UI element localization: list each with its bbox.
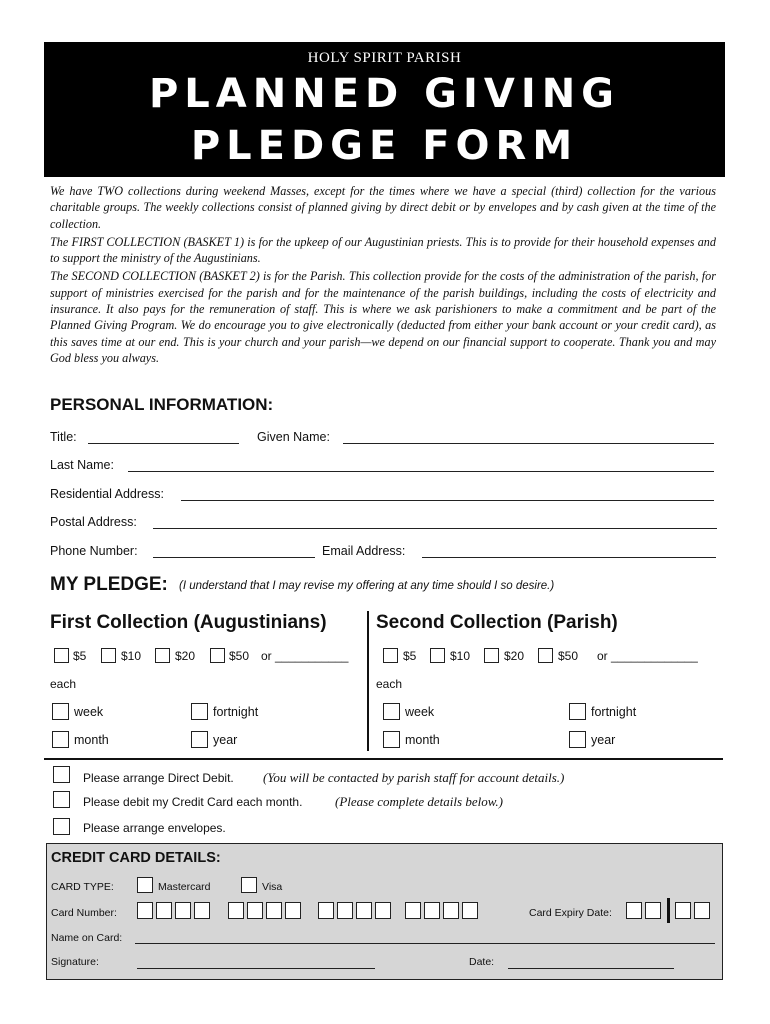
credit-card-note: (Please complete details below.) (335, 794, 503, 809)
first-year-label: year (213, 733, 238, 747)
first-20-label: $20 (175, 649, 196, 663)
second-fortnight-checkbox[interactable] (569, 703, 586, 720)
card-digit-box[interactable] (337, 902, 353, 919)
first-month-checkbox[interactable] (52, 731, 69, 748)
card-digit-box[interactable] (424, 902, 440, 919)
intro-paragraph-3: The SECOND COLLECTION (BASKET 2) is for the Parish. This collection provide for the costs of the administration of the parish, for support of ministries exercised for the parish and for the maintenance of the parish buildings, including the costs of electricity and insurance. It also pays for the remuneration of staff. This is where we ask parishioners to make a commitment and be part of the Planned Giving Program. We do encourage you to give electronically (deducted from either your bank account or your credit card), as this saves time at our end. This is your church and your parish—we depend on our financial support to cooperate. Thank you and may God bless you always. (50, 269, 716, 365)
last-name-field[interactable] (128, 471, 714, 472)
name-on-card-label: Name on Card: (51, 932, 123, 944)
given-name-label: Given Name: (257, 430, 330, 444)
envelopes-label: Please arrange envelopes. (83, 821, 226, 835)
direct-debit-checkbox[interactable] (53, 766, 70, 783)
intro-text (50, 183, 716, 368)
signature-label: Signature: (51, 956, 99, 968)
direct-debit-label: Please arrange Direct Debit. (83, 771, 234, 785)
second-fortnight-label: fortnight (591, 705, 637, 719)
card-number-label: Card Number: (51, 907, 117, 919)
mastercard-checkbox[interactable] (137, 877, 153, 893)
card-digit-box[interactable] (318, 902, 334, 919)
title-label: Title: (50, 430, 77, 444)
form-header (44, 42, 725, 177)
card-digit-box[interactable] (194, 902, 210, 919)
given-name-field[interactable] (343, 443, 714, 444)
expiry-digit-box[interactable] (694, 902, 710, 919)
residential-address-label: Residential Address: (50, 487, 164, 501)
first-20-checkbox[interactable] (155, 648, 170, 663)
phone-label: Phone Number: (50, 544, 138, 558)
second-month-checkbox[interactable] (383, 731, 400, 748)
card-digit-box[interactable] (405, 902, 421, 919)
second-10-label: $10 (450, 649, 471, 663)
pledge-note: (I understand that I may revise my offering at any time should I so desire.) (179, 580, 555, 592)
first-week-checkbox[interactable] (52, 703, 69, 720)
first-50-checkbox[interactable] (210, 648, 225, 663)
card-digit-box[interactable] (462, 902, 478, 919)
visa-checkbox[interactable] (241, 877, 257, 893)
card-digit-box[interactable] (247, 902, 263, 919)
first-10-checkbox[interactable] (101, 648, 116, 663)
signature-field[interactable] (137, 968, 375, 969)
card-expiry-label: Card Expiry Date: (529, 907, 612, 919)
email-field[interactable] (422, 557, 716, 558)
credit-card-panel (46, 843, 723, 980)
card-digit-box[interactable] (443, 902, 459, 919)
residential-address-field[interactable] (181, 500, 714, 501)
title-field[interactable] (88, 443, 239, 444)
intro-paragraph-2: The FIRST COLLECTION (BASKET 1) is for the upkeep of our Augustinian priests. This is to provide for their household expenses and to support the ministry of the Augustinians. (50, 234, 716, 266)
second-year-label: year (591, 733, 616, 747)
card-type-label: CARD TYPE: (51, 881, 114, 893)
visa-label: Visa (262, 881, 283, 893)
personal-heading: PERSONAL INFORMATION: (50, 395, 274, 414)
credit-card-checkbox[interactable] (53, 791, 70, 808)
credit-card-label: Please debit my Credit Card each month. (83, 795, 303, 809)
card-digit-box[interactable] (285, 902, 301, 919)
card-digit-box[interactable] (175, 902, 191, 919)
expiry-digit-box[interactable] (626, 902, 642, 919)
first-50-label: $50 (229, 649, 250, 663)
direct-debit-note: (You will be contacted by parish staff for account details.) (263, 770, 565, 785)
second-each-label: each (376, 677, 403, 691)
first-year-checkbox[interactable] (191, 731, 208, 748)
mastercard-label: Mastercard (158, 881, 211, 893)
date-label: Date: (469, 956, 495, 968)
card-digit-box[interactable] (228, 902, 244, 919)
email-label: Email Address: (322, 544, 406, 558)
section-divider (44, 758, 723, 760)
second-50-label: $50 (558, 649, 579, 663)
card-digit-box[interactable] (266, 902, 282, 919)
first-each-label: each (50, 677, 77, 691)
parish-name: HOLY SPIRIT PARISH (307, 50, 462, 66)
credit-card-heading: CREDIT CARD DETAILS: (51, 850, 221, 866)
postal-address-field[interactable] (153, 528, 717, 529)
card-digit-box[interactable] (375, 902, 391, 919)
second-year-checkbox[interactable] (569, 731, 586, 748)
column-divider (367, 611, 369, 751)
first-5-label: $5 (73, 649, 87, 663)
last-name-label: Last Name: (50, 458, 114, 472)
expiry-digit-box[interactable] (675, 902, 691, 919)
second-50-checkbox[interactable] (538, 648, 553, 663)
pledge-heading: MY PLEDGE: (50, 574, 168, 595)
envelopes-checkbox[interactable] (53, 818, 70, 835)
second-week-label: week (405, 705, 435, 719)
first-week-label: week (74, 705, 104, 719)
second-5-checkbox[interactable] (383, 648, 398, 663)
date-field[interactable] (508, 968, 674, 969)
second-10-checkbox[interactable] (430, 648, 445, 663)
phone-field[interactable] (153, 557, 315, 558)
first-collection-heading: First Collection (Augustinians) (50, 612, 327, 633)
second-other-amount[interactable]: or _____________ (597, 649, 698, 663)
first-month-label: month (74, 733, 109, 747)
second-week-checkbox[interactable] (383, 703, 400, 720)
first-other-amount[interactable]: or ___________ (261, 649, 349, 663)
second-month-label: month (405, 733, 440, 747)
card-digit-box[interactable] (156, 902, 172, 919)
postal-address-label: Postal Address: (50, 515, 137, 529)
expiry-separator (667, 898, 670, 923)
second-20-checkbox[interactable] (484, 648, 499, 663)
first-5-checkbox[interactable] (54, 648, 69, 663)
card-digit-box[interactable] (356, 902, 372, 919)
form-title-line1: PLANNED GIVING (148, 71, 621, 117)
first-fortnight-checkbox[interactable] (191, 703, 208, 720)
expiry-digit-box[interactable] (645, 902, 661, 919)
second-20-label: $20 (504, 649, 525, 663)
card-digit-box[interactable] (137, 902, 153, 919)
first-fortnight-label: fortnight (213, 705, 259, 719)
name-on-card-field[interactable] (135, 943, 715, 944)
form-title-line2: PLEDGE FORM (190, 123, 579, 169)
intro-paragraph-1: We have TWO collections during weekend Masses, except for the times where we have a special (third) collection for the various charitable groups. The weekly collections consist of planned giving by direct debit or by envelopes and by cash given at the time of the collection. (50, 184, 716, 231)
second-collection-heading: Second Collection (Parish) (376, 612, 618, 633)
first-10-label: $10 (121, 649, 142, 663)
second-5-label: $5 (403, 649, 417, 663)
